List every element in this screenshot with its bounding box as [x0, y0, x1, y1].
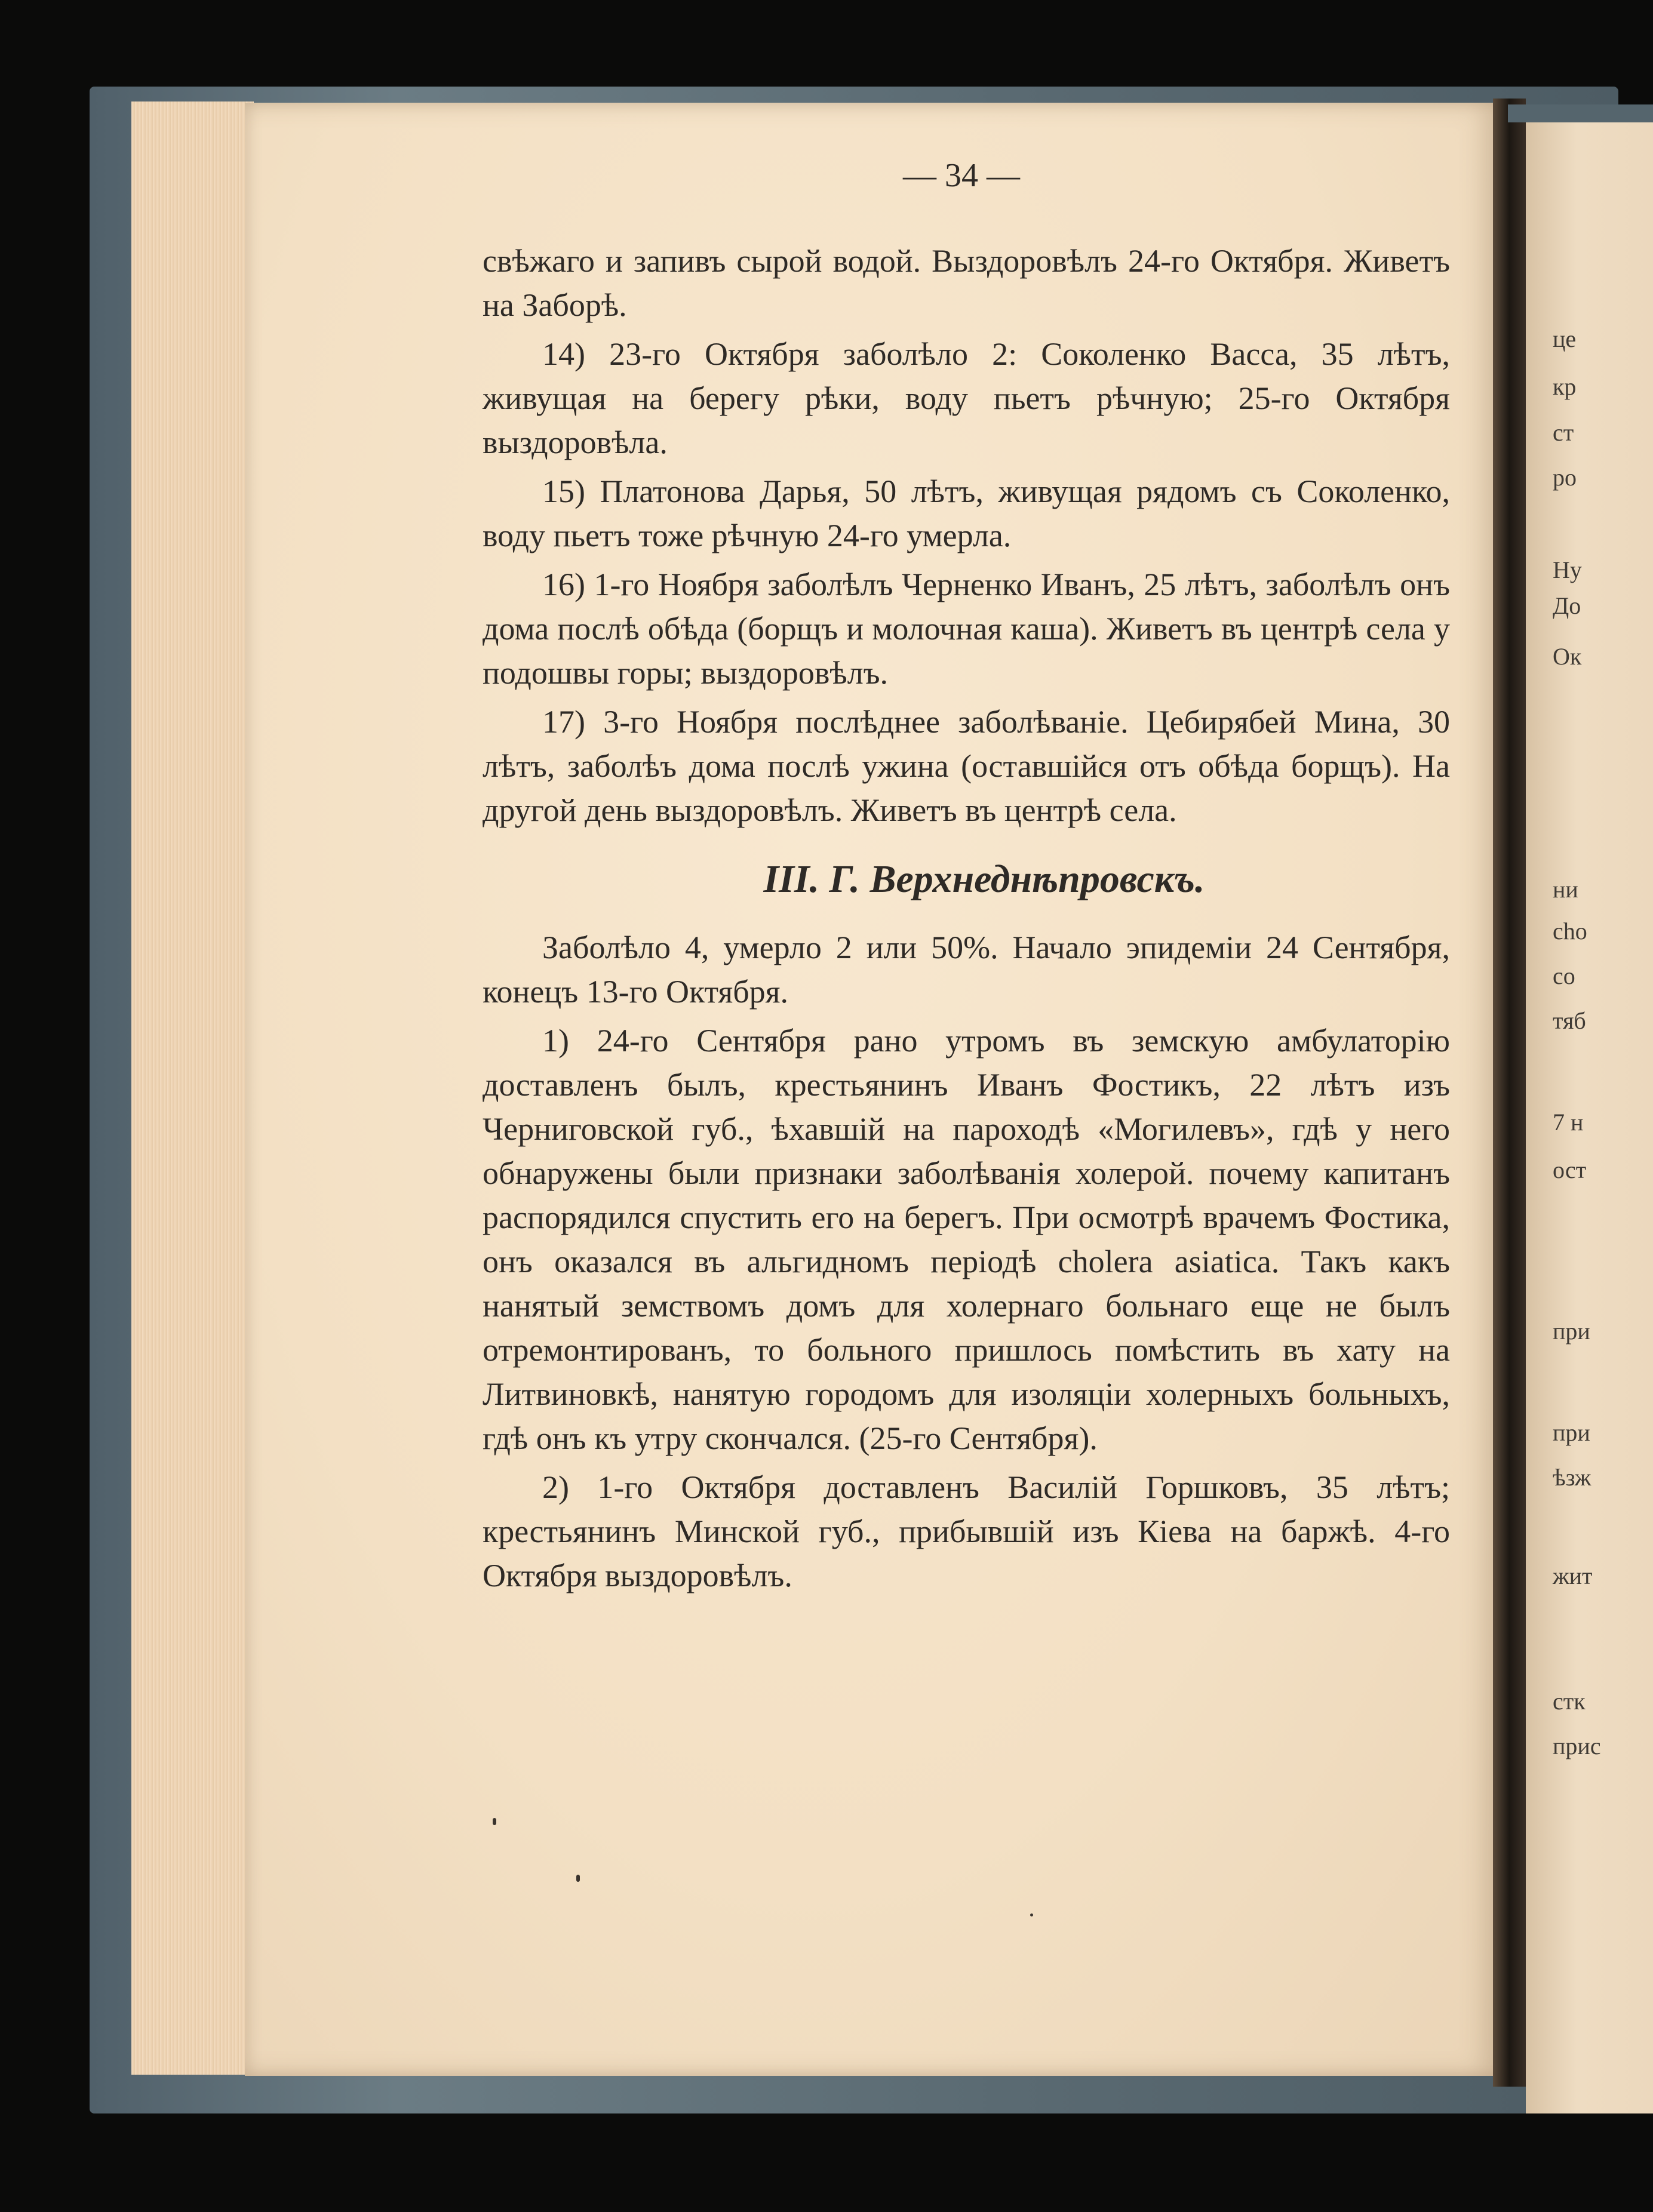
ink-speck — [1030, 1913, 1033, 1916]
section-heading: III. Г. Верхнеднѣпровскъ. — [763, 857, 1205, 901]
case-entry: 16) 1-го Ноября заболѣлъ Черненко Иванъ, 25 лѣтъ, заболѣлъ онъ дома послѣ обѣда (борщъ и молочная каша). Живетъ въ центрѣ села у подошвы горы; выздоровѣлъ. — [483, 567, 1450, 691]
facing-page-fragment: Ок — [1553, 643, 1582, 670]
page-edges — [131, 101, 254, 2075]
facing-page-fragment: ро — [1553, 464, 1577, 491]
facing-page-fragment: ни — [1553, 876, 1578, 903]
page-number: — 34 — — [903, 157, 1020, 194]
case-entry: 14) 23-го Октября заболѣло 2: Соколенко Васса, 35 лѣтъ, живущая на берегу рѣки, воду пьетъ рѣчную; 25-го Октября выздоровѣла. — [483, 336, 1450, 460]
book-gutter — [1493, 99, 1526, 2087]
facing-page-fragment: со — [1553, 962, 1575, 989]
case-entry: 2) 1-го Октября доставленъ Василій Горшковъ, 35 лѣтъ; крестьянинъ Минской губ., прибывшій изъ Кіева на баржѣ. 4-го Октября выздоровѣлъ. — [483, 1469, 1450, 1593]
facing-cover-edge — [1508, 104, 1653, 122]
facing-page-fragment: стк — [1553, 1688, 1586, 1715]
page-text — [483, 239, 1450, 1598]
facing-page-fragment: це — [1553, 325, 1577, 352]
facing-page-fragment: при — [1553, 1419, 1590, 1446]
case-entry: 17) 3-го Ноября послѣднее заболѣваніе. Цебирябей Мина, 30 лѣтъ, заболѣъ дома послѣ ужина (оставшійся отъ обѣда борщъ). На другой день выздоровѣлъ. Живетъ въ центрѣ села. — [483, 704, 1450, 828]
facing-page-fragment: прис — [1553, 1733, 1601, 1759]
ink-speck — [493, 1818, 496, 1825]
case-entry: 1) 24-го Сентября рано утромъ въ земскую амбулаторію доставленъ былъ, крестьянинъ Иванъ Фостикъ, 22 лѣтъ изъ Черниговской губ., ѣхавшій на пароходѣ «Могилевъ», гдѣ у него обнаружены были признаки заболѣванія холерой. почему капитанъ распорядился спустить его на берегъ. При осмотрѣ врачемъ Фостика, онъ оказался въ альгидномъ періодѣ cholera asiatica. Такъ какъ нанятый земствомъ домъ для холернаго больнаго еще не былъ отремонтированъ, то больного пришлось помѣстить въ хату на Литвиновкѣ, нанятую городомъ для изоляціи холерныхъ больныхъ, гдѣ онъ къ утру скончался. (25-го Сентября). — [483, 1023, 1450, 1456]
facing-page-fragment: cho — [1553, 918, 1587, 945]
ink-speck — [576, 1875, 580, 1882]
summary-paragraph: Заболѣло 4, умерло 2 или 50%. Начало эпидеміи 24 Сентября, конецъ 13-го Октября. — [483, 930, 1450, 1010]
case-entry: 15) Платонова Дарья, 50 лѣтъ, живущая рядомъ съ Соколенко, воду пьетъ тоже рѣчную 24-го умерла. — [483, 473, 1450, 553]
facing-page-fragment: До — [1553, 592, 1581, 619]
facing-page-fragment: жит — [1553, 1562, 1593, 1589]
facing-page — [1526, 122, 1653, 2113]
facing-page-fragment: ст — [1553, 419, 1574, 446]
facing-page-fragment: Ну — [1553, 556, 1582, 583]
facing-page-fragment: кр — [1553, 373, 1577, 400]
facing-page-fragment: ѣзж — [1553, 1464, 1591, 1491]
facing-page-fragment: ост — [1553, 1156, 1587, 1183]
facing-page-fragment: 7 н — [1553, 1109, 1584, 1136]
facing-page-fragment: при — [1553, 1318, 1590, 1345]
facing-page-fragment: тяб — [1553, 1007, 1586, 1034]
paragraph: свѣжаго и запивъ сырой водой. Выздоровѣлъ 24-го Октября. Живетъ на Заборѣ. — [483, 243, 1450, 323]
